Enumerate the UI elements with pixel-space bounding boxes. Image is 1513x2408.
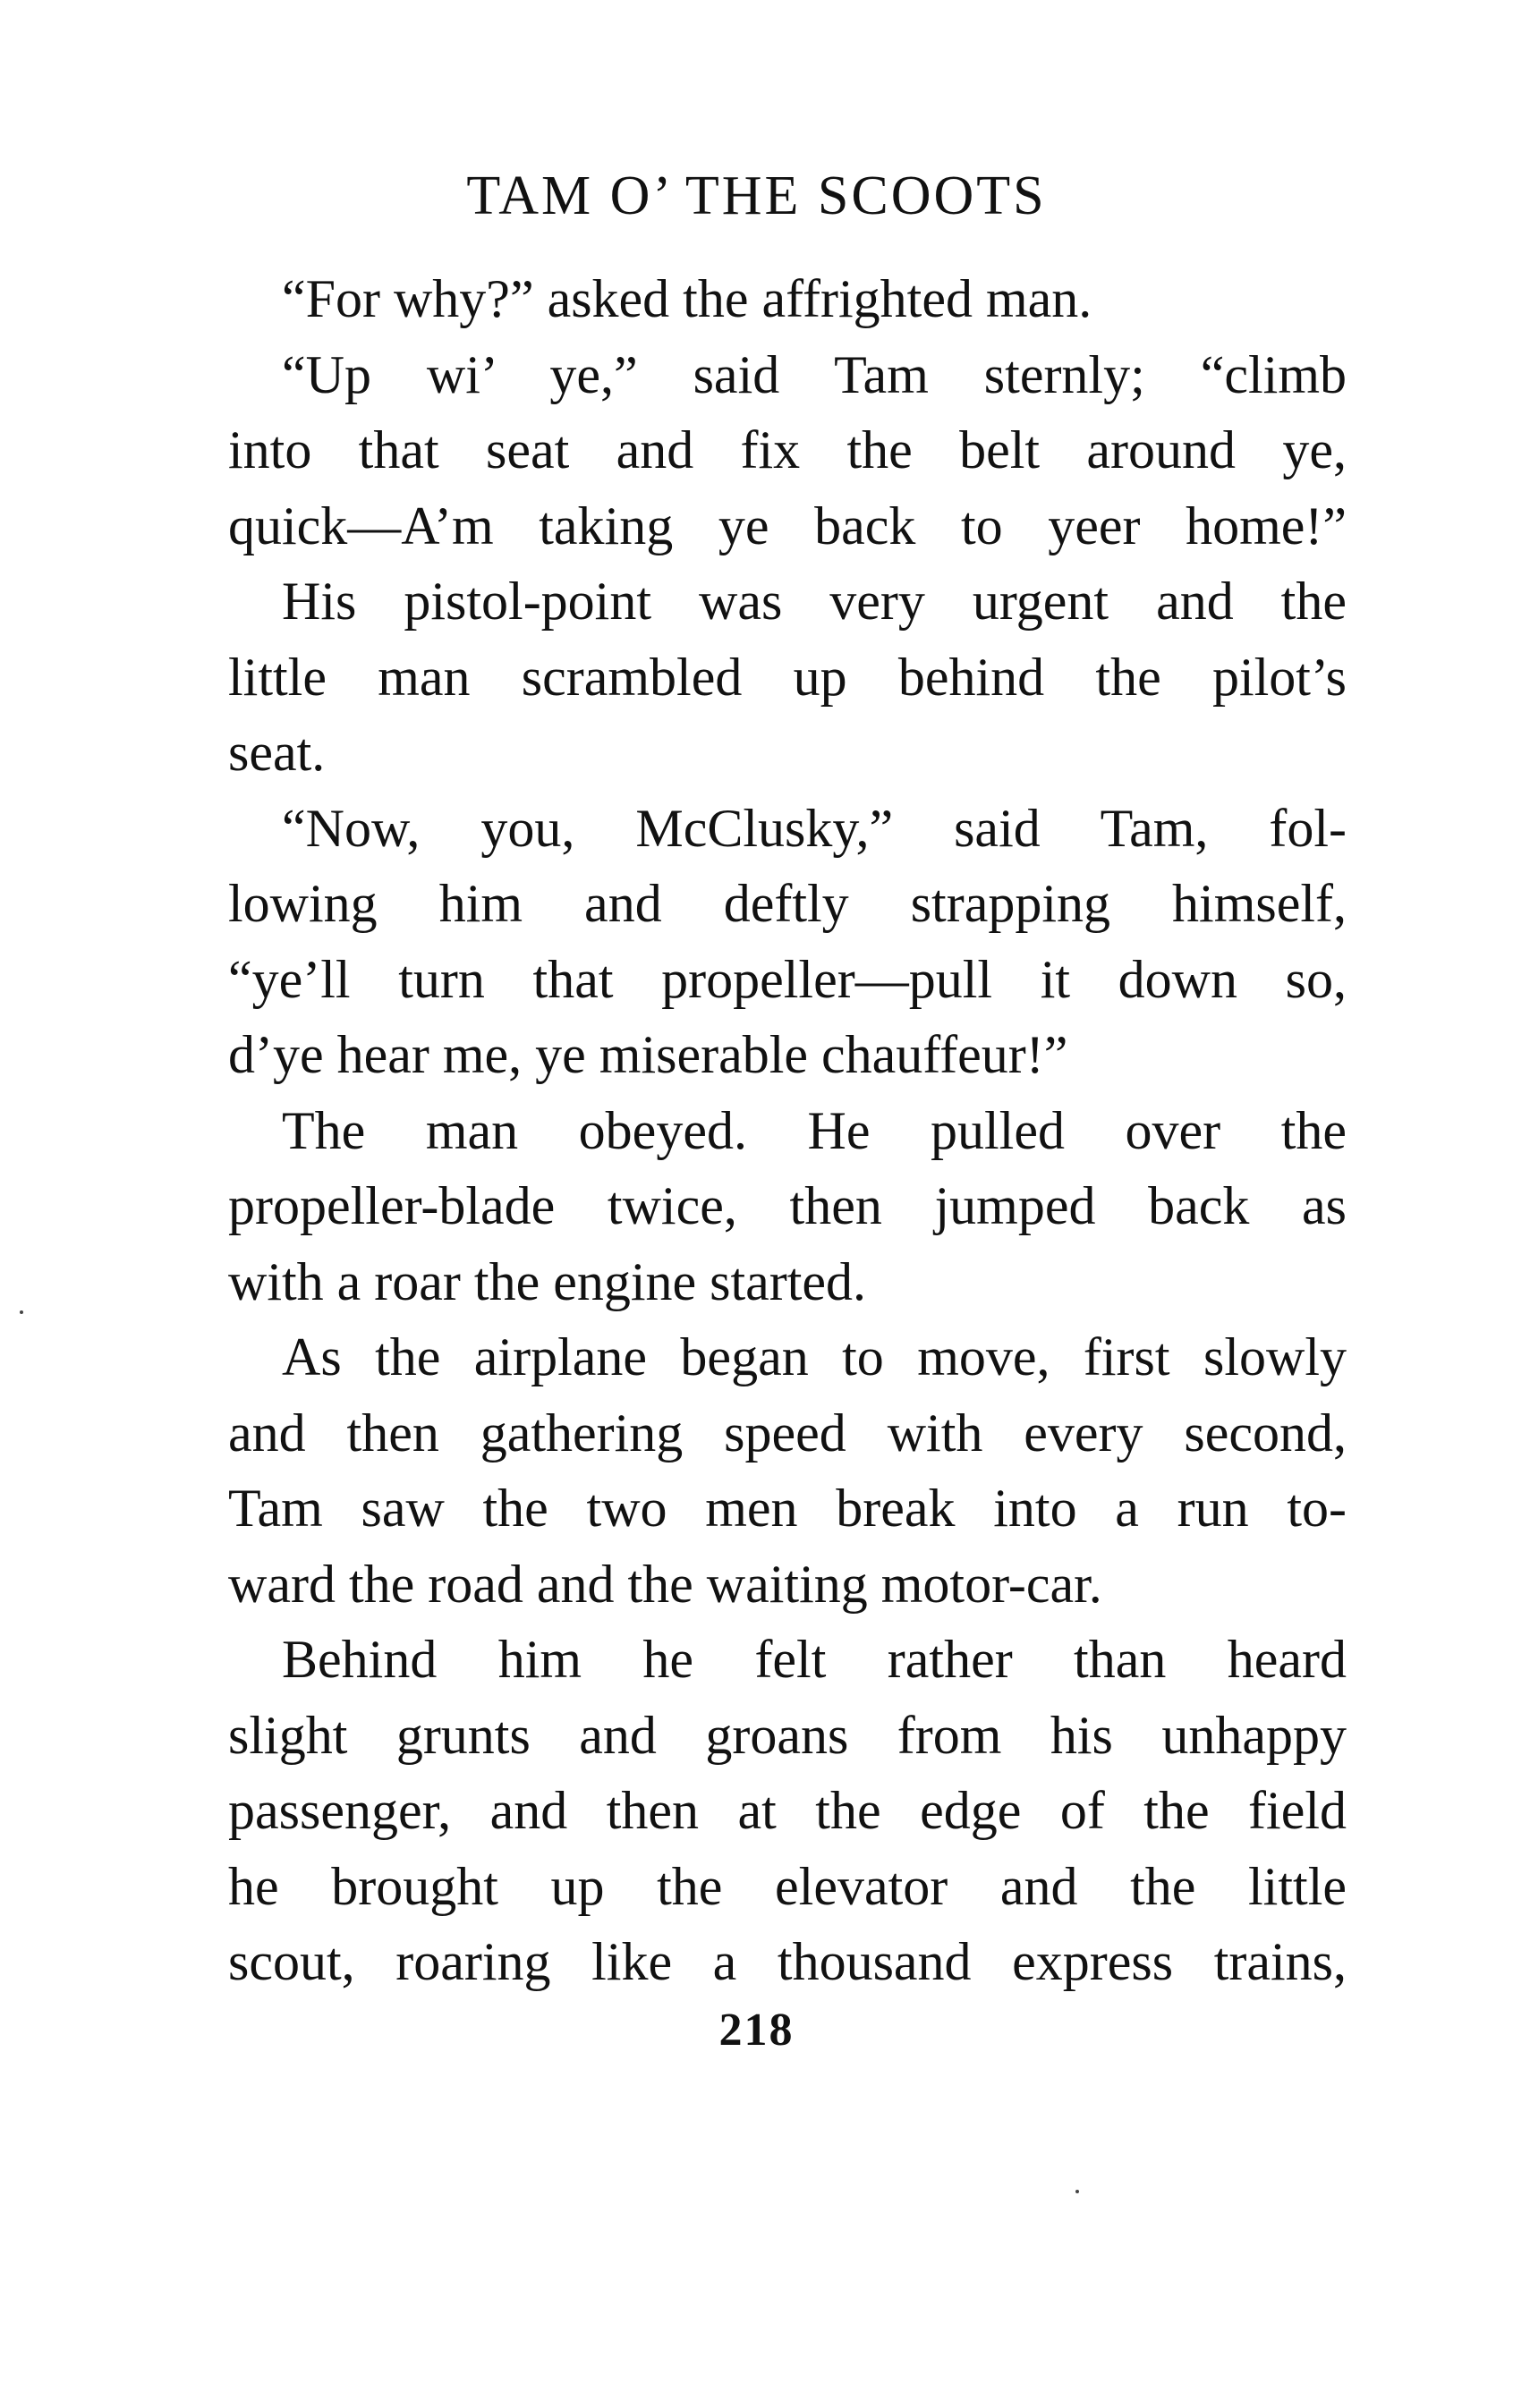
page-number: 218 <box>718 2005 795 2056</box>
paragraph <box>228 791 1347 1093</box>
text-line: Tam saw the two men break into a run to- <box>228 1479 1347 1538</box>
paper-speck <box>1075 2190 1079 2193</box>
running-head: TAM O’ THE SCOOTS <box>466 165 1047 226</box>
paper-speck <box>20 1310 23 1314</box>
body-text <box>228 261 1347 2000</box>
text-line: passenger, and then at the edge of the field <box>228 1781 1347 1840</box>
text-line: into that seat and fix the belt around ye, <box>228 420 1347 479</box>
text-line: “Now, you, McClusky,” said Tam, fol- <box>282 798 1347 858</box>
text-line: he brought up the elevator and the little <box>228 1856 1347 1916</box>
paragraph <box>228 1093 1347 1320</box>
text-line: Behind him he felt rather than heard <box>282 1630 1347 1689</box>
text-line: with a roar the engine started. <box>228 1251 867 1311</box>
text-line: ward the road and the waiting motor-car. <box>228 1554 1102 1614</box>
text-line: little man scrambled up behind the pilot’s <box>228 647 1347 707</box>
paragraph <box>228 1622 1347 2000</box>
paragraph <box>228 564 1347 791</box>
text-line: lowing him and deftly strapping himself, <box>228 874 1347 933</box>
text-line: As the airplane began to move, first slowly <box>282 1327 1347 1386</box>
paragraph <box>228 261 1347 337</box>
text-line: The man obeyed. He pulled over the <box>282 1100 1347 1160</box>
text-line: propeller-blade twice, then jumped back as <box>228 1176 1347 1235</box>
text-line: His pistol-point was very urgent and the <box>282 572 1347 631</box>
text-line: quick—A’m taking ye back to yeer home!” <box>228 496 1347 555</box>
text-line: slight grunts and groans from his unhappy <box>228 1705 1347 1765</box>
text-line: seat. <box>228 723 326 782</box>
paragraph <box>228 337 1347 564</box>
text-line: “ye’ll turn that propeller—pull it down so, <box>228 949 1347 1009</box>
text-line: “For why?” asked the affrighted man. <box>282 269 1092 328</box>
text-line: and then gathering speed with every second, <box>228 1403 1347 1463</box>
text-line: “Up wi’ ye,” said Tam sternly; “climb <box>282 344 1347 404</box>
text-line: scout, roaring like a thousand express trains, <box>228 1932 1347 1991</box>
text-line: d’ye hear me, ye miserable chauffeur!” <box>228 1025 1068 1084</box>
paragraph <box>228 1319 1347 1622</box>
